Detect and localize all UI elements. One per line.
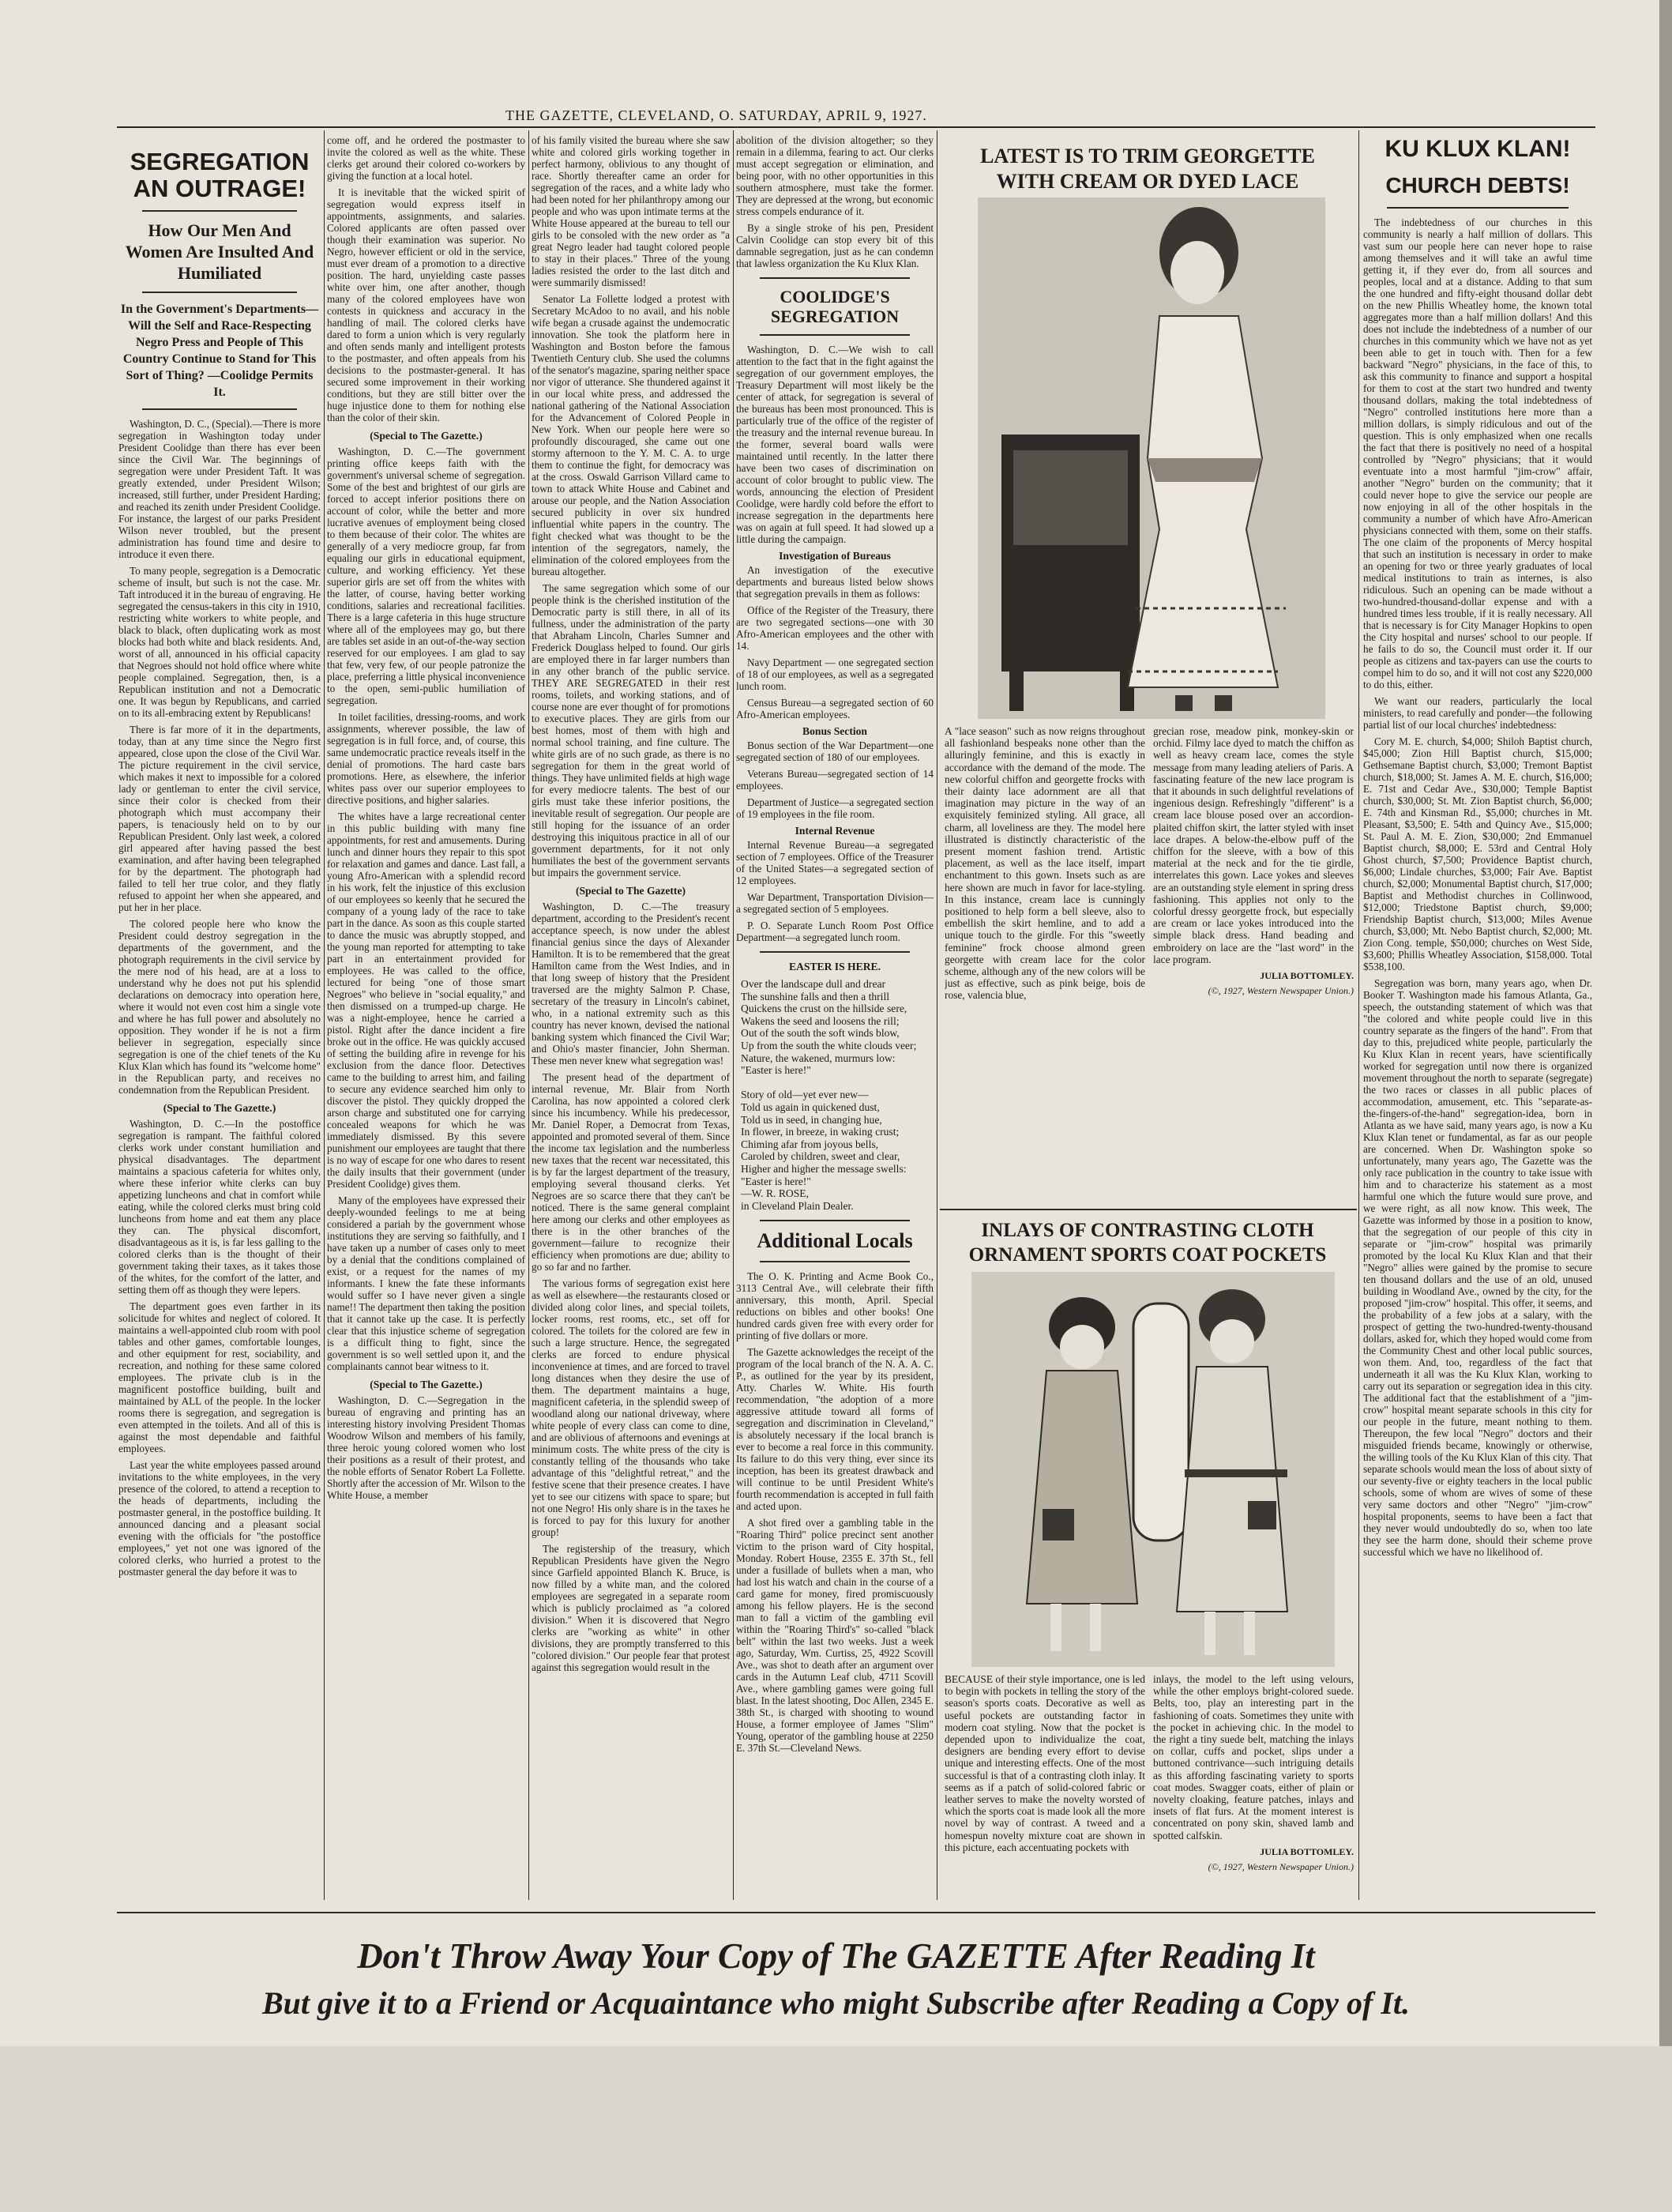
- poem-line: Story of old—yet ever new—: [741, 1089, 869, 1101]
- headline-easter-is-here: EASTER IS HERE.: [789, 961, 881, 972]
- headline-ku-klux-klan: KU KLUX KLAN!: [1385, 136, 1571, 162]
- article-paragraph: Many of the employees have expressed their deeply-wounded feelings to me at being considered a pariah by the government whose institutions they are serving so faithfully, and I have taken up a number of cases only to meet by a denial that the conditions complained of exist, or a request for the names of my informants. I knew the fate these informants would suffer so I have never given a single name!! The department then taking the position that it cannot take up the case. It is perfectly clear that this injustice scheme of segregation is a difficult thing to fight, since the government is so well settled upon it, and the complainants cannot bear witness to it.: [327, 1194, 525, 1372]
- subhead-internal-revenue: Internal Revenue: [795, 825, 875, 837]
- column-bureau-history: [532, 134, 730, 1908]
- column-rule: [733, 130, 734, 1900]
- poem-line: Higher and higher the message swells:: [741, 1162, 907, 1175]
- headline-segregation-outrage: SEGREGATION AN OUTRAGE!: [130, 148, 310, 202]
- fashion-text-lace-a: [945, 725, 1145, 1203]
- fashion-text-lace-b: [1153, 725, 1354, 1203]
- column-segregation-outrage: [118, 134, 321, 1908]
- byline: JULIA BOTTOMLEY.: [1260, 1845, 1354, 1857]
- special-dateline: (Special to The Gazette.): [163, 1102, 276, 1114]
- column-segregation-continued: [327, 134, 525, 1908]
- poem-line: Nature, the wakened, murmurs low:: [741, 1051, 896, 1064]
- special-dateline: (Special to The Gazette): [575, 885, 686, 897]
- column-kkk-church-debts: [1363, 134, 1592, 1908]
- deck-coolidge-permits: In the Government's Departments—Will the Self and Race-Respecting Negro Press and People of This Country Continue to Stand for This Sort of Thing? —Coolidge Permits It.: [120, 303, 319, 399]
- article-paragraph: The Gazette acknowledges the receipt of the program of the local branch of the N. A. A. C. P., as outlined for the year by its president, Atty. Charles W. White. His fourth recommendation, "the adoption of a more aggressive attitude toward all forms of segregation and discrimination in Cleveland," is absolutely necessary if the local branch is ever to become a real force in this community. Its failure to do this very thing, ever since its inception, has been its greatest drawback and will continue to be until President White's fourth recommendation is accepted in full faith and acted upon.: [736, 1346, 934, 1513]
- article-paragraph: Senator La Follette lodged a protest with Secretary McAdoo to no avail, and his noble wife began a crusade against the undemocratic innovation. She took the platform here in Washington and Boston before the famous Twentieth Century club. She used the columns of the senator's magazine, sparing neither space nor vigor of utterance. She thundered against it in our local white press, and addressed the national gathering of the National Association for the Advancement of Colored People in New York. When our people here were so profoundly discouraged, she came out one stormy afternoon to the Y. M. C. A. to urge them to continue the fight, for democracy was at the cross. Oswald Garrison Villard came to town to attack White House and Cabinet and arouse our people, and the Nation Association secured publicity in over six hundred influential white papers in the country. The fight checked what was thought to be the intention of the segregators, namely, the elimination of the colored employees from the bureau altogether.: [532, 293, 730, 577]
- article-paragraph: A "lace season" such as now reigns throughout all fashionland bespeaks none other than the alluringly feminine, and this is exactly in accordance with the demand of the mode. The new colorful chiffon and georgette frocks with their dainty lace adornment are all that imagination may picture in the way of an exquisitely feminized styling. All grace, all charm, all loveliness are they. The model here illustrated is distinctly characteristic of the present moment fashion trend. Artistic placement, as well as the lace itself, impart enchantment to this gown. Insets such as are here shown are much in favor for lace-styling. In this instance, cream lace is cunningly positioned to help form a bell sleeve, also to embellish the skirt hemline, and to add a unique touch to the girdle. For this "sweetly feminine" frock choose almond green georgette with cream lace for the color scheme, although any of the new colors will be just as effective, such as pink beige, bois de rose, valencia blue,: [945, 725, 1145, 1002]
- headline-church-debts: CHURCH DEBTS!: [1385, 173, 1570, 198]
- poem-line: —W. R. ROSE,: [741, 1187, 809, 1200]
- footer-promo-line-1: Don't Throw Away Your Copy of The GAZETTE After Reading It: [357, 1936, 1315, 1976]
- article-paragraph: Washington, D. C.—The government printing office keeps faith with the government's universal scheme of segregation. Some of the best and brightest of our girls are forced to accept inferior positions there on account of color, while the better and more lucrative avenues of employment being closed to them because of their color. The whites are generally of a very mediocre group, far from equaling our girls in educational equipment, culture, and working efficiency. Yet these superior girls are set off from the whites with the latter, of course, having better working conditions, salaries and recreational facilities. There is a large cafeteria in this huge structure where all of the employees may go, but there are tables set aside in an out-of-the-way section reserved for our employees. I am glad to say that few, very few, of our people patronize the place, preferring a little physical inconvenience to the open, semi-public humiliation of segregation.: [327, 446, 525, 706]
- article-paragraph: abolition of the division altogether; so they remain in a dilemma, fearing to act. Our clerks must accept segregation or elimination, and being poor, with no other opportunities in this southern atmosphere, must take the former. They are depressed at the wrong, but economic stress compels endurance of it.: [736, 134, 934, 217]
- poem-line: Up from the south the white clouds veer;: [741, 1039, 917, 1051]
- divider: [142, 210, 297, 212]
- top-rule: [117, 126, 1595, 128]
- article-paragraph: Washington, D. C.—The treasury department, according to the President's recent acceptance speech, is now under the ablest financial genius since the days of Alexander Hamilton. It is to be remembered that the great Hamilton came from the West Indies, and in that long sweep of history that the President traversed are the mighty Salmon P. Chase, secretary of the treasury in Lincoln's cabinet, who, in a national extremity such as this country has never known, devised the national banking system which financed the Civil War; and Ohio's master financier, John Sherman. These men never knew what segregation was!: [532, 901, 730, 1066]
- copyright-note: (©, 1927, Western Newspaper Union.): [1208, 1860, 1354, 1872]
- divider: [142, 408, 297, 410]
- fashion-illustration-sports-coats: [971, 1272, 1335, 1667]
- article-paragraph: The various forms of segregation exist here as well as elsewhere—the restaurants closed or divided along color lines, and special toilets, locker rooms, rest rooms, etc., set off for colored. The toilets for the colored are few in such a large structure. Hence, the segregated clerks are forced to endure physical inconvenience at times, and are forced to travel long distances when they desire the use of them. The department maintains a huge, magnificent cafeteria, in the splendid sweep of woodland along our national driveway, where white people of every class can come to dine, and are oblivious of afternoons and evenings at minimum costs. The white press of the city is constantly telling of the thousands who take advantage of this "delightful retreat," and the festive scene that their presence creates. I have yet to see our citizens with space to spare; but not one Negro! His only share is in the taxes he is forced to pay for this luxury for another group!: [532, 1277, 730, 1538]
- article-paragraph: We want our readers, particularly the local ministers, to read carefully and ponder—the following partial list of our local churches' indebtedness:: [1363, 695, 1592, 731]
- article-paragraph: P. O. Separate Lunch Room Post Office Department—a segregated lunch room.: [736, 920, 934, 943]
- poem-line: Out of the south the soft winds blow,: [741, 1027, 900, 1040]
- poem-line: Told us in seed, in changing hue,: [741, 1113, 882, 1126]
- subhead-investigation: Investigation of Bureaus: [779, 550, 891, 562]
- article-paragraph: To many people, segregation is a Democratic scheme of insult, but such is not the case. Mr. Taft introduced it in the bureau of engraving. He segregated the census-takers in this city in 1910, restricting white workers to white people, and black to black, often duplicating work as most blocks had both white and black residents. And, worst of all, announced in his official capacity that Negroes should not hold office where white people complained. Segregation, then, is a Republican institution and not a Democratic one. It was begun by Republicans, and carried on to its all-embracing extent by Republicans!: [118, 565, 321, 719]
- headline-sports-coat-pockets: INLAYS OF CONTRASTING CLOTH ORNAMENT SPORTS COAT POCKETS: [968, 1220, 1327, 1266]
- fashion-divider: [940, 1209, 1357, 1210]
- article-paragraph: Last year the white employees passed around invitations to the white employees, in the very presence of the colored, to attend a reception to the heads of departments, including the postmaster general, in the postoffice building. It announced dancing and a pleasant social evening with the officials for "the postoffice employees," yet not one was ignored of the colored clerks, who hurried a protest to the postmaster general the day before it was to: [118, 1459, 321, 1578]
- article-paragraph: The department goes even farther in its solicitude for whites and neglect of colored. It maintains a well-appointed club room with pool tables and other games, comfortable lounges, and other equipment for rest, sociability, and recreation, and nothing for these same colored employees. The private club is in the magnificent postoffice building, built and maintained by ALL of the people. In the locker rooms there is segregation, and segregation is even attempted in the toilets. And all of this is against the most dependable and faithful employees.: [118, 1300, 321, 1454]
- divider: [760, 334, 910, 336]
- poem-line: Over the landscape dull and drear: [741, 978, 886, 990]
- article-paragraph: In toilet facilities, dressing-rooms, and work assignments, wherever possible, the law of segregation is in full force, and, of course, this same undemocratic practice reveals itself in the denial of promotions. The hard caste bars promotions. Here, as elsewhere, the inferior whites pass over our superior employees to directive positions, and higher salaries.: [327, 711, 525, 806]
- bottom-rule: [117, 1912, 1595, 1913]
- article-paragraph: An investigation of the executive departments and bureaus listed below shows that segregation prevails in them as follows:: [736, 564, 934, 600]
- divider: [760, 277, 910, 279]
- article-paragraph: The registership of the treasury, which Republican Presidents have given the Negro since Garfield appointed Blanch K. Bruce, is now filled by a white man, and the colored employees are segregated in a separate room which is publicly proclaimed as "a colored division." When it is discovered that Negro clerks are "working as white" in other divisions, they are promptly transferred to this "colored division." Our people fear that protest against this segregation would result in the: [532, 1543, 730, 1673]
- poem-line: in Cleveland Plain Dealer.: [741, 1199, 854, 1212]
- fashion-illustration-lace-gown: [978, 198, 1325, 719]
- article-paragraph: War Department, Transportation Division—a segregated section of 5 employees.: [736, 891, 934, 915]
- headline-georgette-lace: LATEST IS TO TRIM GEORGETTE WITH CREAM OR DYED LACE: [980, 145, 1315, 193]
- sports-coats-drawing: [971, 1272, 1335, 1667]
- article-paragraph: The present head of the department of internal revenue, Mr. Blair from North Carolina, has now appointed a colored clerk since his incumbency. While his predecessor, Mr. Daniel Roper, a Democrat from Texas, appointed and promoted several of them. Since the income tax legislation and the numberless new taxes that the recent war necessitated, this is by far the largest department of the treasury, employing several thousand clerks. Yet Negroes are so scarce there that they can't be noticed. There is the same general complaint here among our clerks and other employees as there is in the other branches of the government—failure to recognize their efficiency when promotions are due; ability to go so far and no farther.: [532, 1071, 730, 1273]
- easter-poem: [741, 978, 934, 1212]
- headline-coolidges-segregation: COOLIDGE'S SEGREGATION: [770, 287, 900, 326]
- article-paragraph: It is inevitable that the wicked spirit of segregation would express itself in appointments, assignments, and salaries. Colored applicants are often passed over though their examination was superior. No Negro, however efficient or old in the service, must ever dream of a promotion to a directive position. The hard, unyielding caste passes white over him, one after another, though many of the colored employees have won contests in quickness and accuracy in the handling of mail. The colored clerks have dared to form a union which is very regularly and often sends manly and intelligent protests to the postmaster, and often appeals from his decisions to the postmaster-general. It has secured some improvement in their working conditions, but they are still bitter over the huge injustice done to them for nothing else than the color of their skin.: [327, 186, 525, 423]
- divider: [760, 951, 910, 953]
- footer-promo-line-2: But give it to a Friend or Acquaintance who might Subscribe after Reading a Copy of It.: [261, 1985, 1411, 2021]
- byline: JULIA BOTTOMLEY.: [1260, 970, 1354, 982]
- article-paragraph: Washington, D. C.—Segregation in the bureau of engraving and printing has an interesting history involving President Thomas Woodrow Wilson and members of his family, three heroic young colored women who lost their positions as a result of their protest, and the noble efforts of Senator Robert La Follette. Shortly after the accession of Mr. Wilson to the White House, a member: [327, 1394, 525, 1501]
- article-paragraph: Census Bureau—a segregated section of 60 Afro-American employees.: [736, 697, 934, 720]
- column-coolidge-segregation: [736, 134, 934, 1908]
- article-paragraph: Washington, D. C., (Special).—There is more segregation in Washington today under President Coolidge than there has ever been since the Civil War. The beginnings of segregation were under President Taft. It was greatly extended, under President Wilson; increased, still further, under President Harding; and reached its zenith under President Coolidge. For instance, the largest of our parks President Wilson never troubled, but the present administration has found time and desire to introduce it even there.: [118, 418, 321, 560]
- poem-line: Caroled by children, sweet and clear,: [741, 1150, 900, 1163]
- poem-line: Wakens the seed and loosens the rill;: [741, 1014, 900, 1027]
- headline-additional-locals: Additional Locals: [757, 1229, 913, 1253]
- poem-line: Told us again in quickened dust,: [741, 1100, 880, 1113]
- poem-line: Chiming afar from joyous bells,: [741, 1138, 879, 1150]
- article-paragraph: There is far more of it in the departments, today, than at any time since the Negro first appeared, close upon the close of the Civil War. The picture requirement in the civil service, which makes it next to impossible for a colored lady or gentleman to enter the civil service, since their color is checked from their photograph which must accompany their papers, is tenaciously held on to by our Republican President. Only last week, a colored girl appeared after having passed the best examination, and after having been telegraphed for by the department. The photograph had failed to tell her true color, and they flatly refused to appoint her when she appeared, and put her in her place.: [118, 724, 321, 913]
- special-dateline: (Special to The Gazette.): [370, 430, 483, 442]
- article-paragraph: By a single stroke of his pen, President Calvin Coolidge can stop every bit of this damnable segregation, just as he can condemn that lawless organization the Ku Klux Klan.: [736, 222, 934, 269]
- article-paragraph: Bonus section of the War Department—one segregated section of 180 of our employees.: [736, 739, 934, 763]
- article-paragraph: The same segregation which some of our people think is the cherished institution of the Democratic party is still there, in all of its fullness, under the administration of the party that Abraham Lincoln, Charles Sumner and Frederick Douglass helped to found. Our girls are employed there in far larger numbers than in any other branch of the public service. THEY ARE SEGREGATED in their rest rooms, toilets, and working stations, and of course none are ever thought of for promotions to executive places. They are girls from our best homes, most of them with high and normal school training, and fine culture. The white girls are of no such grade, as there is no segregation for them in the great world of things. They have unlimited fields at high wage for every mediocre talents. The best of our girls must take these inferior positions, the inevitable result of segregation. Our people are still hoping for the issuance of an order destroying this iniquitous practice in all of our government departments, for it not only humiliates the best of the government servants but impairs the government service.: [532, 582, 730, 878]
- article-paragraph: The whites have a large recreational center in this public building with many fine appointments, for rest and amusements. During lunch and dinner hours they repair to this spot for relaxation and games and dance. Last fall, a young Afro-American with a splendid record in his work, felt the injustice of this exclusion of our employees so keenly that he secured the company of a young lady of the race to take part in the dance. As soon as this couple started to dance the music was abruptly stopped, and the young man reported for attempting to take part in an entertainment provided for employees. He was called to the office, lectured for being "one of those smart Negroes" who believe in "social equality," and then dismissed on a trumped-up charge. He was a night-employee, hence he carried a pistol. Right after the dance incident a fire broke out in the office. He was quickly accused of setting the building afire in revenge for his exclusion from the dance floor. Detectives came to the building to arrest him, and failing to secure any evidence searched him only to discover the pistol. They quickly dropped the arson charge and substituted one for carrying concealed weapons for which he was immediately dismissed. By this severe punishment our employees are taught that there is no way of escape for one who dares to resent the daily insults that their government (under President Coolidge) gives them.: [327, 811, 525, 1190]
- poem-line: [741, 1077, 934, 1089]
- article-paragraph: Office of the Register of the Treasury, there are two segregated sections—one with 30 Afro-American employees and the other with 14.: [736, 604, 934, 652]
- article-paragraph: Department of Justice—a segregated section of 19 employees in the file room.: [736, 796, 934, 820]
- article-paragraph: Navy Department — one segregated section of 18 of our employees, as well as a segregated lunch room.: [736, 656, 934, 692]
- blank-margin: [0, 2046, 1672, 2212]
- column-rule: [528, 130, 529, 1900]
- subhead-insulted: How Our Men And Women Are Insulted And Humiliated: [125, 220, 314, 283]
- article-paragraph: BECAUSE of their style importance, one is led to begin with pockets in telling the story of the season's sports coats. Decorative as well as useful pockets are outstanding factor in modern coat styling. Now that the pocket is depended upon to individualize the coat, designers are bending every effort to devise unique and interesting effects. One of the most successful is that of a contrasting cloth inlay. It seems as if a patch of solid-colored fabric or leather serves to make the novelty worsted of which the sports coat is made look all the more novel by way of contrast. A tweed and a homespun novelty mixture coat are shown in this picture, each accentuating pockets with: [945, 1673, 1145, 1853]
- article-paragraph: Cory M. E. church, $4,000; Shiloh Baptist church, $45,000; Zion Hill Baptist church, $15,000; Gethsemane Baptist church, $3,000; Tremont Baptist church, $18,000; St. James A. M. E. church, $16,000; E. 71st and Cedar Ave., $30,000; Temple Baptist church, $30,000; St. Mt. Zion Baptist church, $6,000; E. 74th and Kinsman Rd., $5,000; churches in Mt. Pleasant, $3,500; E. 54th and Quincy Ave., $15,000; St. Paul A. M. E. Zion, $30,000; 2nd Emmanuel Baptist church, $8,000; E. 53rd and Central Holy Ghost church, $7,500; Providence Baptist church, $6,000; Lindale churches, $3,000; Fair Ave. Baptist church, $2,000; Monumental Baptist church, $17,000; Baptist and Methodist churches in Collinwood, $12,000; Triedstone Baptist church, $9,000; Friendship Baptist church, $13,000; Miles Avenue church, $3,000; Mt. Nebo Baptist church, $2,000; Mt. Zion Cong. temple, $50,000; churches on West Side, $3,600; Phillis Wheatley Association, $158,000. Total $538,100.: [1363, 735, 1592, 972]
- divider: [760, 1261, 910, 1262]
- poem-line: The sunshine falls and then a thrill: [741, 990, 890, 1003]
- subhead-bonus-section: Bonus Section: [802, 725, 867, 737]
- poem-line: "Easter is here!": [741, 1064, 811, 1077]
- article-paragraph: Internal Revenue Bureau—a segregated section of 7 employees. Office of the Treasurer of the United States—a segregated section of 12 employees.: [736, 839, 934, 886]
- copyright-note: (©, 1927, Western Newspaper Union.): [1208, 985, 1354, 997]
- poem-line: "Easter is here!": [741, 1175, 811, 1187]
- lace-gown-drawing: [978, 198, 1325, 719]
- article-paragraph: of his family visited the bureau where she saw white and colored girls working together in perfect harmony, oblivious to any thought of race. Shortly thereafter came an order for segregation of the races, and a white lady who had been noted for her philanthropy among our people and who was upon intimate terms at the White House appeared at the bureau to tell our girls to be consoled with the new order as "a great Negro leader had taught colored people to stay in their places." Three of the young ladies resisted the order to the last ditch and were summarily dismissed!: [532, 134, 730, 288]
- article-paragraph: The colored people here who know the President could destroy segregation in the departments of the government, and the photograph requirements in the civil service by the mere nod of his head, are at a loss to understand why he does not put his splendid declarations on democracy into operation here, where it would not even cost him a single vote and where he has full power and absolutely no opposition. They wonder if he is not a firm believer in segregation, especially since segregation is one of the chief tenets of the Ku Klux Klan which has found its "welcome home" in the Republican party, and receives no condemnation from the Republican President.: [118, 918, 321, 1096]
- article-paragraph: Washington, D. C.—We wish to call attention to the fact that in the fight against the segregation of our government employes, the Treasury Department will most likely be the center of attack, for segregation is several of the bureaus has been most pronounced. This is particularly true of the office of the register of the treasury and the internal revenue bureau. In the former, several board walls were maintained until recently. In the latter there have been two cases of discrimination on account of color brought to public view. The words, announcing the election of President Coolidge, were hardly cold before the effort to increase segregation in the departments here was on again at full speed. It had slowed up a little during the campaign.: [736, 344, 934, 545]
- poem-line: In flower, in breeze, in waking crust;: [741, 1126, 900, 1138]
- article-paragraph: come off, and he ordered the postmaster to invite the colored as well as the white. These clerks get around their colored co-workers by giving the function at a local hotel.: [327, 134, 525, 182]
- article-paragraph: The indebtedness of our churches in this community is nearly a half million of dollars. This vast sum our people here can never hope to raise among themselves and it will take an awful time getting it, if they ever do, from all sources and peoples, local and at a distance. Adding to that sum the one hundred and fifty-eight thousand dollar debt on the new Phillis Wheatley home, the known total aggregates more than a half million dollars! And this does not include the indebtedness of a number of our churches in this community which we have not as yet been able to get in touch with. Then for a few backward "Negro" physicians, in the face of this, to ask this community to finance and support a hospital for them to cost at the start two hundred and twenty thousand dollars, making the total indebtedness of "Negro" controlled institutions here more than a million dollars, is simply ridiculous and out of the question. This is only emphasized when one recalls the fact that there is positively no need of a hospital controlled by "Negro" physicians; that it would eventuate into a most harmful "jim-crow" affair, another "Negro" burden on the community; that it could never hope to give the service our people are now enjoying in all of the other hospitals in the community a number of which have Afro-American physicians connected with them, some on their staffs. The one claim of the proponents of Mercy hospital that such an institution is necessary in order to make an opening for two or three yearly graduates of local medical institutions to train as internes, is also ridiculous. Such an opening can be made without a two-hundred-thousand-dollar expense and with a hundred times less trouble, if it is really necessary. All that is necessary is for City Manager Hopkins to open the City hospital and nurses' school to our people. If he fails to do so, the Council must order it. If our people as citizens and tax-payers can use the courts to compel him to do so, and it will not cost any $220,000 to do this, either.: [1363, 216, 1592, 690]
- divider: [142, 292, 297, 293]
- article-paragraph: Segregation was born, many years ago, when Dr. Booker T. Washington made his famous Atlanta, Ga., speech, the outstanding statement of which was that "the colored and white people could live in this country separate as the fingers of the hand". From that day to this, prejudiced white people, particularly the Ku Klux Klan in recent years, have scientifically worked for segregation until now there is organized movement throughout the north to separate (segregate) the two races or classes in all public places of accommodation, amusement, etc. This "separate-as-the-fingers-of-the-hand" segregation-idea, born in Atlanta as we have said, many years ago, is now a Ku Klux Klan tenet or fundamental, as far as our people are concerned. When Dr. Washington spoke so unfortunately, many years ago, The Gazette was the only race publication in the country to take issue with him and to characterize his statement as a most harmful one which the future would sure prove, and we were right, as all now know. This week, The Gazette was informed by those in a position to know, that the segregation of our people of this city in separate or "jim-crow" hospital was primarily promoted by the local Ku Klux Klan and that their "Negro" allies were gained by the promise to secure ten thousand dollars and the use of an old, unused building in Woodland Ave., owned by the city, for the proposed "jim-crow" hospital. This offer, it seems, and the probability of a few jobs at a salary, with the prospect of getting the two-hundred-twenty-thousand dollars, asked for, which they hoped would come from the Community Chest and other local public sources, won them. And, too, regardless of the fact that underneath it all was the Ku Klux Klan, working to carry out its separation or segregation idea in this city. The additional fact that the establishment of a "jim-crow" hospital meant separate schools in this city for our people in the future, meant nothing to them. Thereupon, the few local "Negro" doctors and their misguided friends became, knowingly or otherwise, the willing tools of the Ku Klux Klan of this city. That separate schools would mean the loss of about sixty of our seventy-five or eighty teachers in the local public schools, some of whom are wives of some of these very same doctors and other "Negro" "jim-crow" hospital proponents, seems to have been a fact that they never would undoubtedly do so, when too late they see the harm done, should their scheme prove successful which we have no likelihood of.: [1363, 977, 1592, 1558]
- article-paragraph: inlays, the model to the left using velours, while the other employs bright-colored suede. Belts, too, play an interesting part in the fashioning of coats. Sometimes they unite with the pocket in achieving chic. In the model to the right a tiny suede belt, matching the inlays on collar, cuffs and pocket, slips under a buttoned contrivance—such intriguing details as this affording fascinating variety to sports coat modes. Swagger coats, either of plain or novelty cloaking, feature patches, inlays and insets of flat furs. At the moment interest is concentrated on pony skin, shaved lamb and spotted calfskin.: [1153, 1673, 1354, 1841]
- scan-edge: [1659, 0, 1672, 2212]
- article-paragraph: grecian rose, meadow pink, monkey-skin or orchid. Filmy lace dyed to match the chiffon as well as heavy cream lace, comes the style message from many leading ateliers of Paris. A fascinating feature of the new lace program is that it abounds in such delightful revelations of ingenious design. Refreshingly "different" is a cream lace blouse posed over an accordion-plaited chiffon skirt, the latter styled with inset lace drapes. A below-the-elbow puff of the chiffon for the sleeve, with a bow of this material at the neck and for the tie girdle, interrelates this gown. Lace yokes and sleeves are an outstanding style element in spring dress fashioning. This applies not only to the colorful dressy georgette frock, but especially are cream or lace yokes introduced into the simple black dress. Hand beading and embroidery on lace are the "last word" in the lace program.: [1153, 725, 1354, 965]
- article-paragraph: The O. K. Printing and Acme Book Co., 3113 Central Ave., will celebrate their fifth anniversary, this month, April. Special reductions on bibles and other books! One hundred cards given free with every order for printing of five dollars or more.: [736, 1270, 934, 1342]
- column-rule: [324, 130, 325, 1900]
- fashion-text-coats-b: [1153, 1673, 1354, 1910]
- poem-line: Quickens the crust on the hillside sere,: [741, 1003, 907, 1015]
- special-dateline: (Special to The Gazette.): [370, 1379, 483, 1390]
- column-rule: [1358, 130, 1359, 1900]
- masthead: THE GAZETTE, CLEVELAND, O. SATURDAY, APRIL 9, 1927.: [505, 107, 927, 123]
- divider: [760, 1220, 910, 1221]
- divider: [1387, 207, 1569, 209]
- article-paragraph: Washington, D. C.—In the postoffice segregation is rampant. The faithful colored clerks work under constant humiliation and physical disadvantages. The department maintains a spacious cafeteria for whites only, where these inferior white clerks can buy appetizing luncheons and chat in comfort while eating, while the colored clerks must bring cold luncheons from home and eat them any place they can. The physical discomfort, disadvantageous as it is, is far less galling to the colored clerks than is the thought of their government taking their taxes, as it takes those of the whites, for the comfort of the latter, and setting them off as though they were lepers.: [118, 1118, 321, 1296]
- article-paragraph: A shot fired over a gambling table in the "Roaring Third" police precinct sent another victim to the prison ward of City hospital, Monday. Robert House, 2355 E. 37th St., fell under a fusillade of bullets when a man, who had lost his watch and chain in the course of a card game for money, fired promiscuously among his fellow players. He is the second man to fall a victim of the gambling evil within the "Roaring Third's" so-called "black belt" within the last two weeks. Just a week ago, Saturday, Wm. Curtiss, 25, 4922 Scovill Ave., was shot to death after an argument over cards in the Autumn Leaf club, 4711 Scovill Ave., where gambling games were going full blast. In the latest shooting, Doc Allen, 2345 E. 38th St., is charged with shooting to wound House, a former employee of James "Slim" Young, operator of the gambling house at 2250 E. 37th St.—Cleveland News.: [736, 1517, 934, 1755]
- article-paragraph: Veterans Bureau—segregated section of 14 employees.: [736, 768, 934, 792]
- fashion-text-coats-a: [945, 1673, 1145, 1910]
